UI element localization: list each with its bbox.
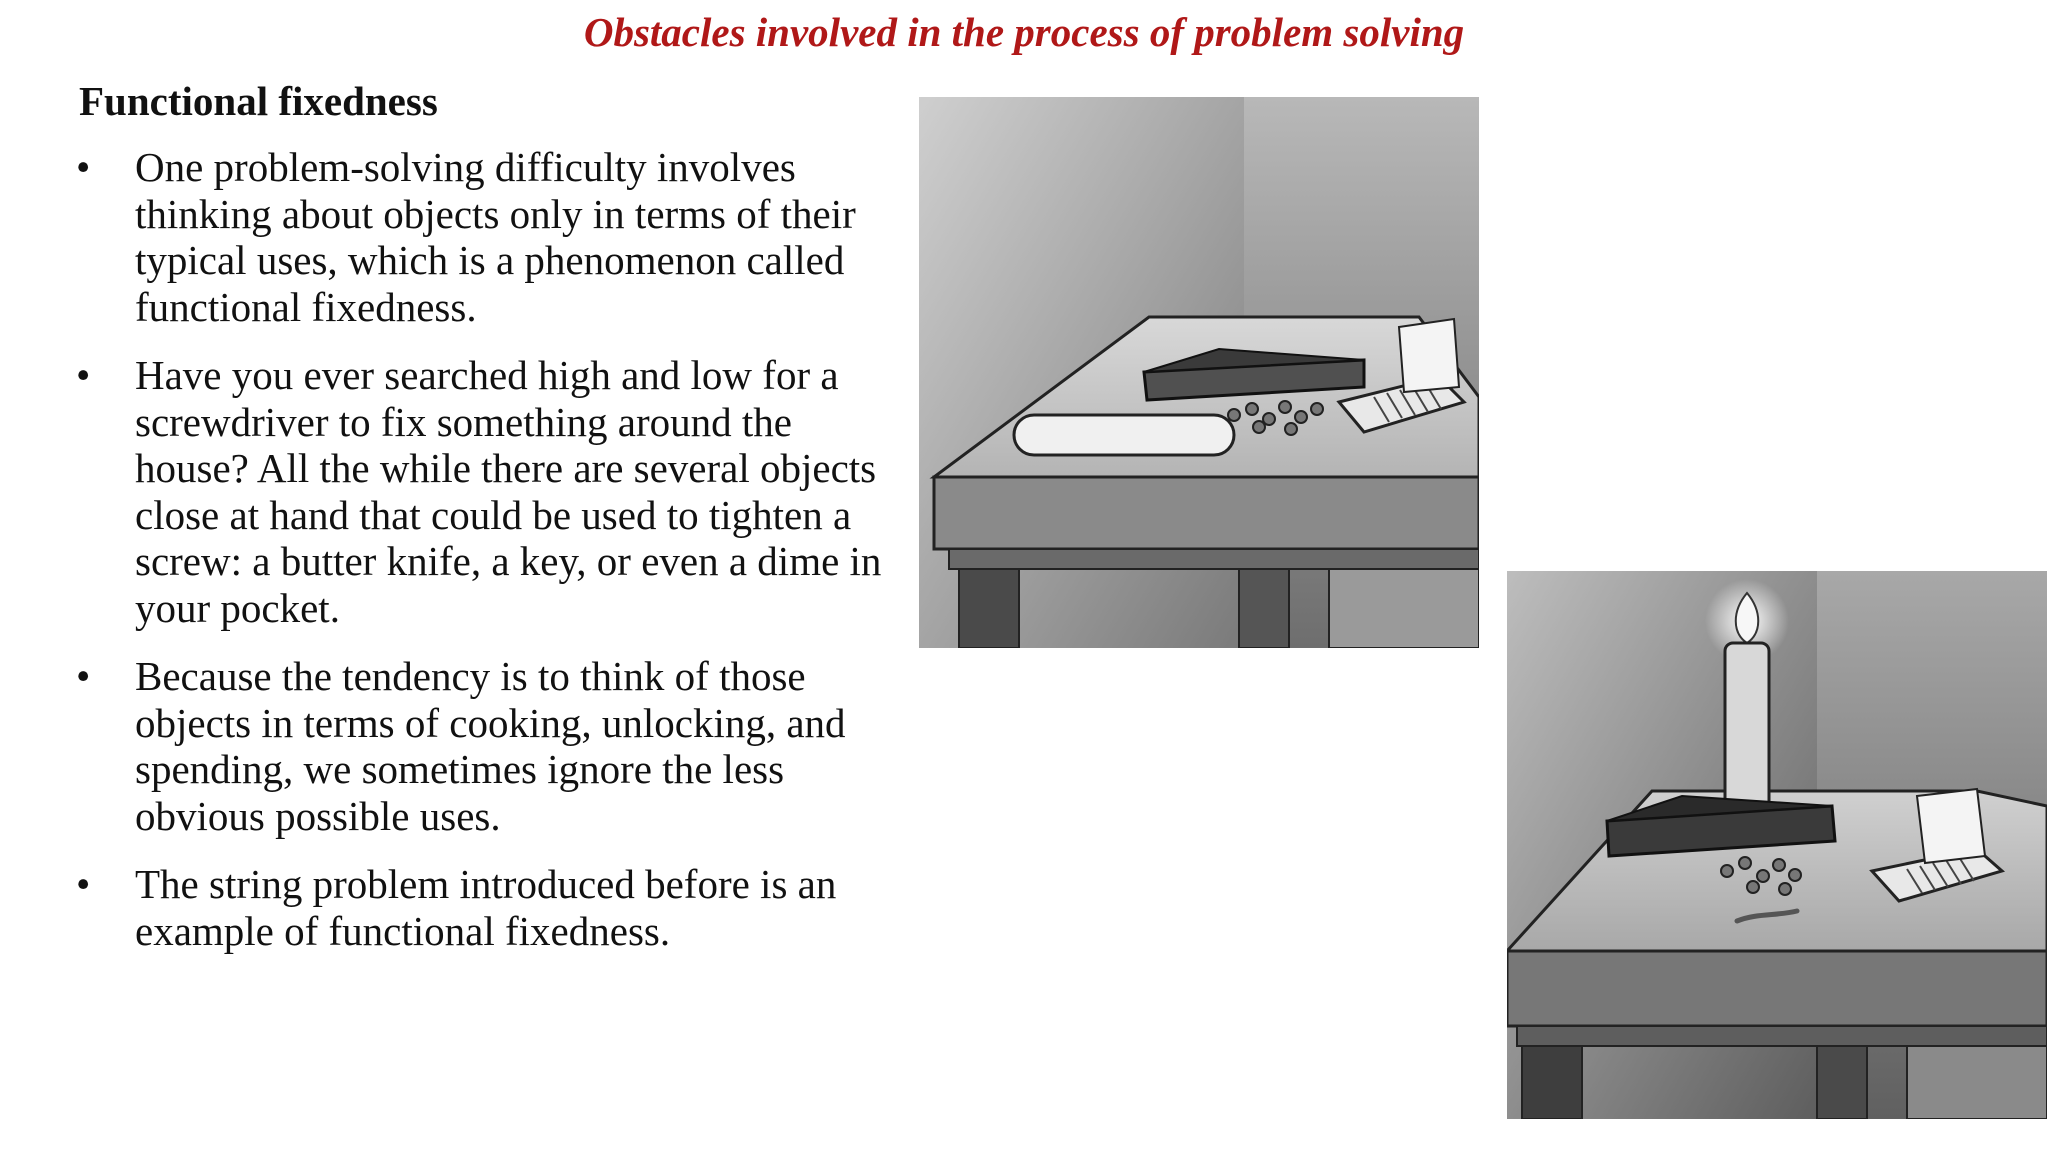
bullet-text: The string problem introduced before is an example of functional fixedness. xyxy=(135,861,837,954)
bullet-dot: • xyxy=(76,352,91,398)
bullet-item xyxy=(76,144,896,330)
bullet-item xyxy=(76,861,896,954)
bullet-item xyxy=(76,653,896,839)
bullet-text: Because the tendency is to think of those objects in terms of cooking, unlocking, and spending, we sometimes ignore the less obvious possible uses. xyxy=(135,653,846,839)
bullet-dot: • xyxy=(76,144,91,190)
bullet-item xyxy=(76,352,896,631)
candle-problem-solution-image xyxy=(1507,571,2047,1119)
bullet-text: One problem-solving difficulty involves thinking about objects only in terms of their typical uses, which is a phenomenon called functional fixedness. xyxy=(135,144,856,330)
bullet-dot: • xyxy=(76,653,91,699)
slide-title: Obstacles involved in the process of problem solving xyxy=(583,9,1465,55)
bullet-dot: • xyxy=(76,861,91,907)
candle-problem-materials-image xyxy=(919,97,1479,648)
section-heading: Functional fixedness xyxy=(79,78,438,124)
bullet-list xyxy=(76,144,896,976)
bullet-text: Have you ever searched high and low for a screwdriver to fix something around the house? All the while there are several objects close at hand that could be used to tighten a screw: a butter knife, a key, or even a dime in your pocket. xyxy=(135,352,882,631)
